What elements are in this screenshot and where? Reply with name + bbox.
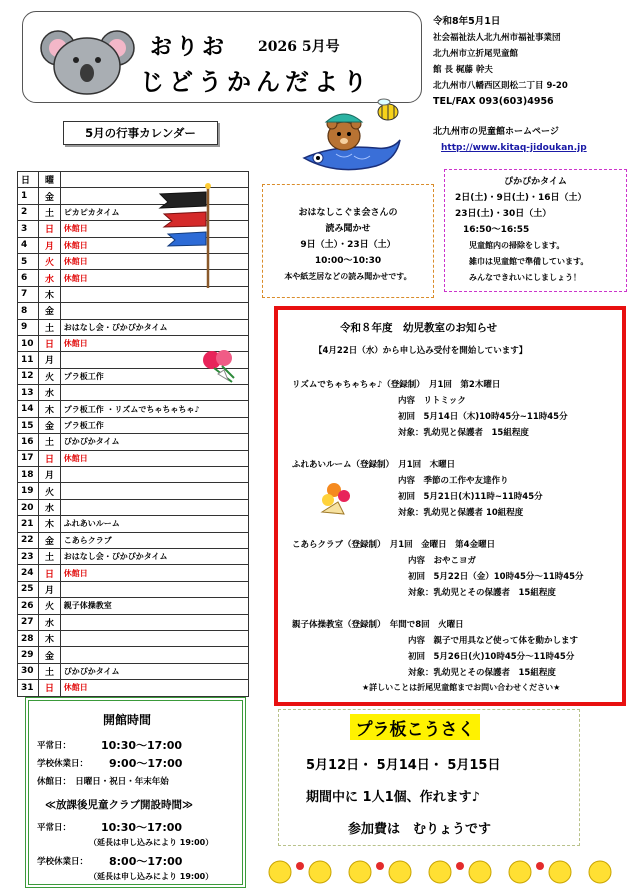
calendar-day: 2 — [18, 204, 39, 220]
calendar-weekday: 木 — [39, 630, 60, 646]
calendar-day: 5 — [18, 253, 39, 269]
issuer-facility: 北九州市立折尾児童館 — [433, 49, 519, 59]
calendar-day: 28 — [18, 630, 39, 646]
calendar-day: 23 — [18, 548, 39, 564]
calendar-event: ピカピカタイム — [60, 204, 248, 220]
hours-holiday-school-value: 9:00～17:00 — [109, 757, 183, 770]
class-1-name: リズムでちゃちゃちゃ♪（登録制） 月1回 第2木曜日 — [292, 380, 501, 390]
calendar-row — [18, 401, 249, 417]
calendar-weekday: 火 — [39, 598, 60, 614]
calendar-event: こあらクラブ — [60, 532, 248, 548]
calendar-weekday: 月 — [39, 467, 60, 483]
hp-link[interactable]: http://www.kitaq-jidoukan.jp — [441, 143, 587, 153]
club-school-holiday-label: 学校休業日： — [37, 857, 89, 867]
class-1-content: 内容 リトミック — [398, 396, 466, 406]
calendar-event: ぴかぴかタイム — [60, 434, 248, 450]
calendar-day: 18 — [18, 467, 39, 483]
class-2-content: 内容 季節の工作や友達作り — [398, 476, 509, 486]
class-1-first: 初回 5月14日（木)10時45分~11時45分 — [398, 412, 568, 422]
pura-title: プラ板こうさく — [350, 714, 480, 740]
hours-closed-days: 休館日： 日曜日・祝日・年末年始 — [37, 777, 169, 787]
pika-desc-2: 雑巾は児童館で準備しています。 — [469, 257, 589, 266]
calendar-weekday: 土 — [39, 319, 60, 335]
opening-hours-box — [28, 700, 243, 885]
club-regular-value: 10:30～17:00 — [101, 821, 183, 834]
issue-date: 令和8年5月1日 — [433, 16, 501, 27]
calendar-row — [18, 647, 249, 663]
calendar-weekday: 日 — [39, 450, 60, 466]
calendar-weekday: 火 — [39, 253, 60, 269]
calendar-day: 6 — [18, 270, 39, 286]
bear-koinobori-icon — [296, 96, 406, 178]
calendar-row — [18, 565, 249, 581]
header-day: 日 — [18, 172, 39, 188]
class-3-content: 内容 おやこヨガ — [408, 556, 477, 566]
carnation-icon — [198, 346, 242, 386]
calendar-day: 9 — [18, 319, 39, 335]
calendar-day: 27 — [18, 614, 39, 630]
calendar-day: 12 — [18, 368, 39, 384]
story-line-1: おはなしこぐま会さんの — [298, 208, 398, 218]
title-main: おりお — [150, 35, 229, 60]
calendar-row — [18, 581, 249, 597]
calendar-event — [60, 303, 248, 319]
calendar-event — [60, 630, 248, 646]
club-hours-heading: ≪放課後児童クラブ開設時間≫ — [45, 799, 193, 811]
calendar-day: 25 — [18, 581, 39, 597]
pura-dates: 5月12日・ 5月14日・ 5月15日 — [306, 758, 501, 773]
calendar-row — [18, 614, 249, 630]
calendar-row — [18, 303, 249, 319]
pikapika-box — [444, 169, 627, 292]
issuer-org: 社会福祉法人北九州市福祉事業団 — [433, 33, 561, 43]
calendar-event — [60, 467, 248, 483]
pika-desc-1: 児童館内の掃除をします。 — [469, 241, 565, 250]
calendar-day: 22 — [18, 532, 39, 548]
calendar-label: 5月の行事カレンダー — [63, 121, 218, 145]
calendar-event: 休館日 — [60, 253, 248, 269]
calendar-event: 休館日 — [60, 450, 248, 466]
calendar-day: 13 — [18, 385, 39, 401]
calendar-weekday: 金 — [39, 532, 60, 548]
calendar-row — [18, 499, 249, 515]
calendar-event: プラ板工作 — [60, 417, 248, 433]
calendar-event — [60, 385, 248, 401]
storytelling-box — [262, 184, 434, 298]
calendar-weekday: 土 — [39, 204, 60, 220]
calendar-weekday: 土 — [39, 663, 60, 679]
calendar-day: 29 — [18, 647, 39, 663]
calendar-weekday: 火 — [39, 368, 60, 384]
calendar-event: プラ板工作 ・リズムでちゃちゃちゃ♪ — [60, 401, 248, 417]
class-3-name: こあらクラブ（登録制） 月1回 金曜日 第4金曜日 — [292, 540, 496, 550]
header-weekday: 曜 — [39, 172, 60, 188]
calendar-weekday: 木 — [39, 286, 60, 302]
calendar-day: 10 — [18, 335, 39, 351]
calendar-day: 16 — [18, 434, 39, 450]
calendar-weekday: 日 — [39, 221, 60, 237]
calendar-weekday: 日 — [39, 680, 60, 696]
calendar-day: 19 — [18, 483, 39, 499]
calendar-day: 4 — [18, 237, 39, 253]
calendar-day: 24 — [18, 565, 39, 581]
youji-footer: ★詳しいことは折尾児童館までお問い合わせください★ — [362, 683, 561, 692]
title-sub: じどうかんだより — [140, 68, 372, 96]
calendar-weekday: 木 — [39, 516, 60, 532]
hours-holiday-school-label: 学校休業日： — [37, 759, 89, 769]
pika-desc-3: みんなできれいにしましょう！ — [469, 273, 581, 282]
calendar-weekday: 金 — [39, 303, 60, 319]
calendar-day: 31 — [18, 680, 39, 696]
calendar-event — [60, 483, 248, 499]
calendar-event: 休館日 — [60, 680, 248, 696]
calendar-weekday: 水 — [39, 499, 60, 515]
bouquet-icon — [314, 480, 358, 520]
youji-title: 令和８年度 幼児教室のお知らせ — [340, 322, 498, 334]
calendar-day: 3 — [18, 221, 39, 237]
calendar-row — [18, 516, 249, 532]
calendar-day: 17 — [18, 450, 39, 466]
calendar-weekday: 月 — [39, 352, 60, 368]
class-3-first: 初回 5月22日（金）10時45分～11時45分 — [408, 572, 584, 582]
calendar-weekday: 木 — [39, 401, 60, 417]
calendar-event: 親子体操教室 — [60, 598, 248, 614]
calendar-row — [18, 630, 249, 646]
pika-dates-1: 2日(土)・9日(土)・16日（土） — [455, 193, 587, 203]
class-4-name: 親子体操教室（登録制） 年間で8回 火曜日 — [292, 620, 464, 630]
calendar-event: 休館日 — [60, 565, 248, 581]
calendar-weekday: 金 — [39, 647, 60, 663]
calendar-event: おはなし会・ぴかぴかタイム — [60, 319, 248, 335]
calendar-weekday: 月 — [39, 581, 60, 597]
calendar-event — [60, 647, 248, 663]
calendar-row — [18, 450, 249, 466]
calendar-event: 休館日 — [60, 270, 248, 286]
issuer-tel: TEL/FAX 093(603)4956 — [433, 96, 554, 107]
calendar-weekday: 土 — [39, 434, 60, 450]
preschool-classes-box — [274, 306, 626, 706]
calendar-day: 20 — [18, 499, 39, 515]
calendar-day: 1 — [18, 188, 39, 204]
calendar-event: プラ板工作 — [60, 368, 248, 384]
hours-regular-value: 10:30～17:00 — [101, 739, 183, 752]
issuer-director: 館 長 梶藤 幹夫 — [433, 65, 493, 75]
calendar-day: 21 — [18, 516, 39, 532]
calendar-day: 26 — [18, 598, 39, 614]
club-school-holiday-value: 8:00～17:00 — [109, 855, 183, 868]
class-4-target: 対象：乳幼児とその保護者 15組程度 — [408, 668, 556, 678]
calendar-weekday: 日 — [39, 565, 60, 581]
youji-notice: 【4月22日（水）から申し込み受付を開始しています】 — [314, 346, 528, 356]
story-line-2: 読み聞かせ — [325, 224, 371, 234]
calendar-row — [18, 598, 249, 614]
calendar-row — [18, 417, 249, 433]
calendar-event — [60, 614, 248, 630]
pika-dates-2: 23日(土)・30日（土） — [455, 209, 552, 219]
koinobori-icon — [150, 182, 220, 290]
calendar-row — [18, 319, 249, 335]
pika-title: ぴかぴかタイム — [504, 177, 567, 187]
calendar-event — [60, 499, 248, 515]
class-2-first: 初回 5月21日(木)11時~11時45分 — [398, 492, 543, 502]
calendar-row — [18, 548, 249, 564]
class-2-name: ふれあいルーム（登録制） 月1回 木曜日 — [292, 460, 456, 470]
calendar-day: 8 — [18, 303, 39, 319]
calendar-event: 休館日 — [60, 237, 248, 253]
calendar-day: 7 — [18, 286, 39, 302]
calendar-event: ぴかぴかタイム — [60, 663, 248, 679]
class-4-content: 内容 親子で用具など使って体を動かします — [408, 636, 579, 646]
calendar-day: 14 — [18, 401, 39, 417]
chicks-decoration-icon — [262, 852, 622, 886]
hours-regular-label: 平常日： — [37, 741, 72, 751]
pura-line-2: 期間中に 1人1個、作れます♪ — [306, 790, 480, 805]
calendar-row — [18, 385, 249, 401]
club-regular-label: 平常日： — [37, 823, 72, 833]
issue-label: 2026 5月号 — [258, 39, 340, 55]
calendar-day: 15 — [18, 417, 39, 433]
calendar-event — [60, 581, 248, 597]
club-regular-note: （延長は申し込みにより 19:00） — [89, 838, 214, 847]
calendar-row — [18, 434, 249, 450]
calendar-row — [18, 532, 249, 548]
calendar-event: ふれあいルーム — [60, 516, 248, 532]
calendar-event: 休館日 — [60, 221, 248, 237]
calendar-row — [18, 483, 249, 499]
class-3-target: 対象：乳幼児とその保護者 15組程度 — [408, 588, 556, 598]
hours-title: 開館時間 — [103, 713, 152, 727]
class-1-target: 対象：乳幼児と保護者 15組程度 — [398, 428, 529, 438]
issuer-address: 北九州市八幡西区則松二丁目 9-20 — [433, 81, 568, 91]
calendar-day: 11 — [18, 352, 39, 368]
calendar-weekday: 水 — [39, 385, 60, 401]
class-4-first: 初回 5月26日(火)10時45分～11時45分 — [408, 652, 575, 662]
club-school-holiday-note: （延長は申し込みにより 19:00） — [89, 872, 214, 881]
story-dates: 9日（土）・23日（土） — [300, 240, 396, 250]
calendar-weekday: 金 — [39, 417, 60, 433]
calendar-weekday: 土 — [39, 548, 60, 564]
calendar-row — [18, 680, 249, 696]
koala-icon — [40, 18, 135, 96]
calendar-event: 休館日 — [60, 335, 248, 351]
class-2-target: 対象：乳幼児と保護者 10組程度 — [398, 508, 524, 518]
calendar-day: 30 — [18, 663, 39, 679]
pika-time: 16:50～16:55 — [463, 225, 530, 235]
story-time: 10:00～10:30 — [314, 256, 382, 266]
hp-label: 北九州市の児童館ホームページ — [433, 127, 559, 137]
calendar-weekday: 水 — [39, 270, 60, 286]
pura-line-3: 参加費は むりょうです — [348, 822, 492, 837]
calendar-weekday: 水 — [39, 614, 60, 630]
calendar-event: おはなし会・ぴかぴかタイム — [60, 548, 248, 564]
story-desc: 本や紙芝居などの読み聞かせです。 — [284, 272, 412, 281]
calendar-weekday: 金 — [39, 188, 60, 204]
calendar-weekday: 火 — [39, 483, 60, 499]
calendar-row — [18, 467, 249, 483]
calendar-weekday: 月 — [39, 237, 60, 253]
calendar-weekday: 日 — [39, 335, 60, 351]
calendar-row — [18, 663, 249, 679]
